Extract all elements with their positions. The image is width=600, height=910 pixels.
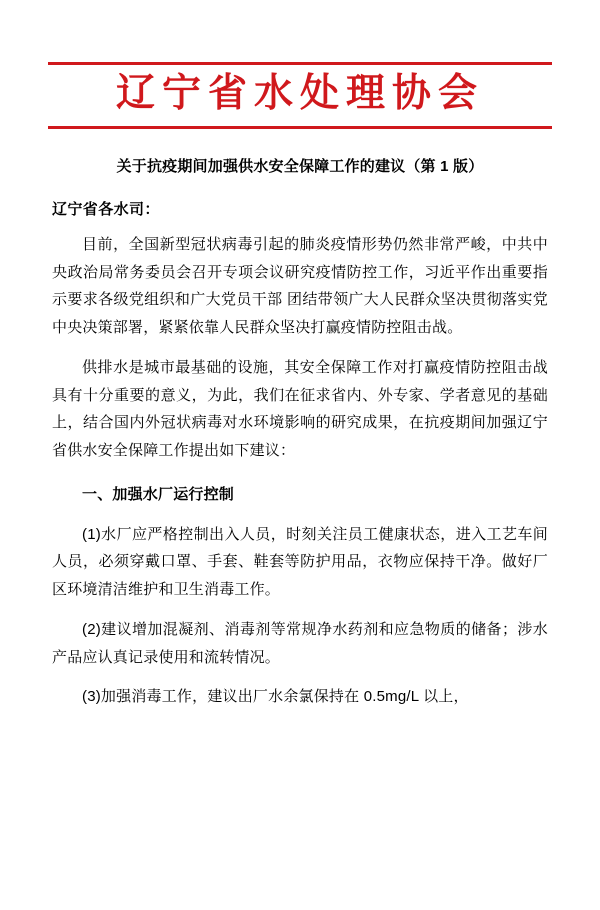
document-title: 关于抗疫期间加强供水安全保障工作的建议（第 1 版） (116, 157, 484, 175)
paragraph: 目前，全国新型冠状病毒引起的肺炎疫情形势仍然非常严峻，中共中央政治局常务委员会召开专项会议研究疫情防控工作，习近平作出重要指示要求各级党组织和广大党员干部 团结带领广大人民群众坚决贯彻落实党中央决策部署，紧紧依靠人民群众坚决打赢疫情防控阻击战。 (52, 235, 548, 337)
masthead-banner (48, 62, 552, 129)
section-heading: 一、加强水厂运行控制 (82, 485, 235, 503)
paragraph: 供排水是城市最基础的设施，其安全保障工作对打赢疫情防控阻击战具有十分重要的意义，为此，我们在征求省内、外专家、学者意见的基础上，结合国内外冠状病毒对水环境影响的研究成果，在抗疫期间加强辽宁省供水安全保障工作提出如下建议： (52, 358, 548, 460)
salutation: 辽宁省各水司： (52, 200, 160, 218)
organization-name: 辽宁省水处理协会 (115, 72, 484, 115)
document-page (0, 62, 600, 910)
paragraph: (2)建议增加混凝剂、消毒剂等常规净水药剂和应急物质的储备；涉水产品应认真记录使用和流转情况。 (52, 620, 548, 666)
document-body (52, 198, 548, 711)
paragraph: (1)水厂应严格控制出入人员，时刻关注员工健康状态，进入工艺车间人员，必须穿戴口罩、手套、鞋套等防护用品，衣物应保持干净。做好厂区环境清洁维护和卫生消毒工作。 (52, 525, 548, 599)
paragraph: (3)加强消毒工作，建议出厂水余氯保持在 0.5mg/L 以上， (82, 688, 469, 706)
